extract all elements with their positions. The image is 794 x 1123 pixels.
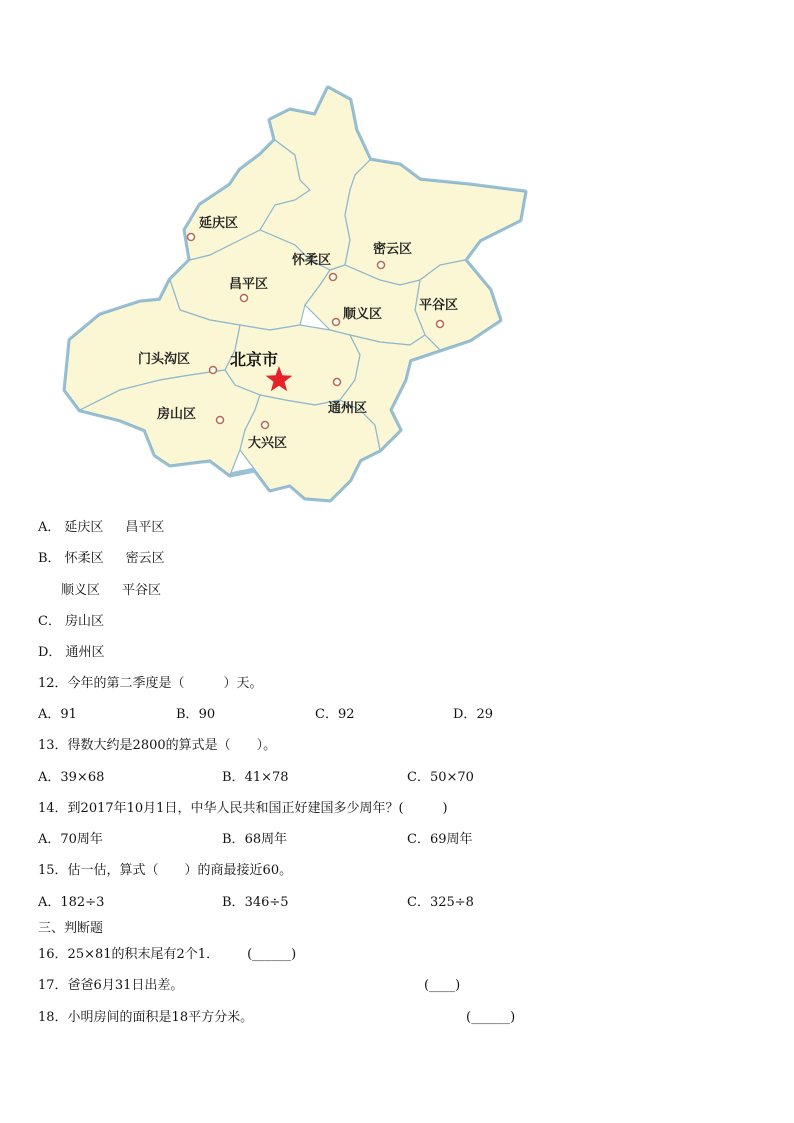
question-text: 今年的第二季度是（ ）天。 (67, 676, 263, 691)
option-text: 182÷3 (60, 895, 105, 910)
label-huairou: 怀柔区 (292, 253, 332, 268)
option-text: 50×70 (429, 770, 474, 785)
label-shunyi: 顺义区 (343, 307, 383, 322)
label-mentougou: 门头沟区 (138, 352, 191, 367)
option-item: 延庆区 (64, 520, 104, 535)
q15-option-a (38, 895, 104, 911)
q13-stem (38, 738, 276, 754)
option-label: D． (453, 707, 477, 722)
label-pinggu: 平谷区 (419, 298, 459, 313)
q16 (38, 947, 296, 963)
q11-option-c (38, 614, 104, 630)
beijing-district-map (60, 80, 540, 510)
question-number: 13． (38, 738, 68, 753)
dot-mentougou (210, 367, 217, 374)
q18 (38, 1010, 253, 1026)
label-tongzhou: 通州区 (328, 401, 368, 416)
option-label: B． (176, 707, 199, 722)
option-label: C． (407, 832, 430, 847)
option-item: 密云区 (125, 551, 165, 566)
option-label: C． (407, 895, 430, 910)
option-item: 怀柔区 (64, 551, 104, 566)
question-number: 17． (38, 978, 68, 993)
q11-option-b-line2 (61, 583, 161, 599)
question-number: 16． (38, 947, 68, 962)
option-text: 39×68 (60, 770, 105, 785)
option-label: A． (38, 832, 61, 847)
question-text: 爸爸6月31日出差。 (67, 978, 184, 993)
question-number: 18． (38, 1010, 68, 1025)
question-text: 估一估，算式（ ）的商最接近60。 (67, 863, 293, 878)
q12-stem (38, 676, 263, 692)
option-label: B． (38, 551, 61, 566)
dot-tongzhou (334, 379, 341, 386)
q15-option-b (222, 895, 289, 911)
option-label: B． (222, 895, 245, 910)
label-capital: 北京市 (230, 350, 279, 369)
option-text: 69周年 (429, 832, 473, 847)
dot-huairou (330, 274, 337, 281)
dot-miyun (378, 262, 385, 269)
option-text: 91 (60, 707, 77, 722)
option-label: A． (38, 707, 61, 722)
question-number: 12． (38, 676, 68, 691)
dot-daxing (262, 422, 269, 429)
q13-option-c (407, 770, 474, 786)
option-label: C． (315, 707, 338, 722)
question-number: 14． (38, 801, 68, 816)
option-label: B． (222, 770, 245, 785)
option-label: C． (407, 770, 430, 785)
question-number: 15． (38, 863, 68, 878)
label-miyun: 密云区 (373, 242, 413, 257)
q11-option-a (38, 520, 164, 536)
option-text: 41×78 (244, 770, 289, 785)
q12-option-c (315, 707, 355, 723)
q14-option-b (222, 832, 287, 848)
q14-option-c (407, 832, 473, 848)
q12-option-a (38, 707, 77, 723)
q12-option-b (176, 707, 215, 723)
q13-option-a (38, 770, 104, 786)
option-label: A． (38, 770, 61, 785)
option-item: 平谷区 (122, 583, 162, 598)
option-text: 90 (198, 707, 216, 722)
q11-option-b (38, 551, 165, 567)
q17 (38, 978, 183, 994)
q18-answer-blank: (______) (466, 1010, 516, 1025)
dot-changping (241, 295, 248, 302)
question-text: 到2017年10月1日，中华人民共和国正好建国多少周年？( ) (67, 801, 448, 816)
option-label: B． (222, 832, 245, 847)
q15-stem (38, 863, 292, 879)
dot-yanqing (188, 234, 195, 241)
option-item: 通州区 (65, 645, 105, 660)
dot-fangshan (217, 417, 224, 424)
option-label: C． (38, 614, 61, 629)
option-label: A． (38, 520, 61, 535)
q12-option-d (453, 707, 493, 723)
q13-option-b (222, 770, 289, 786)
q11-option-d (38, 645, 104, 661)
option-item: 房山区 (64, 614, 104, 629)
section-title: 三、判断题 (38, 921, 104, 936)
question-text: 25×81的积末尾有2个1． (67, 947, 220, 962)
dot-pinggu (437, 321, 444, 328)
option-item: 昌平区 (125, 520, 165, 535)
q14-option-a (38, 832, 103, 848)
region-miyun (345, 160, 525, 285)
question-text: 小明房间的面积是18平方分米。 (67, 1010, 254, 1025)
option-text: 92 (337, 707, 355, 722)
q15-option-c (407, 895, 474, 911)
option-label: D． (38, 645, 62, 660)
label-fangshan: 房山区 (157, 407, 197, 422)
answer-blank: (______) (247, 947, 297, 962)
q14-stem (38, 801, 448, 817)
option-item: 顺义区 (61, 583, 101, 598)
option-text: 68周年 (244, 832, 288, 847)
dot-shunyi (333, 319, 340, 326)
option-text: 325÷8 (429, 895, 474, 910)
q17-answer-blank: (____) (424, 978, 461, 993)
option-text: 29 (476, 707, 493, 722)
label-yanqing: 延庆区 (199, 216, 239, 231)
label-daxing: 大兴区 (248, 436, 288, 451)
label-changping: 昌平区 (229, 277, 269, 292)
option-text: 346÷5 (244, 895, 289, 910)
option-text: 70周年 (60, 832, 103, 847)
question-text: 得数大约是2800的算式是（ ）。 (67, 738, 277, 753)
option-label: A． (38, 895, 61, 910)
